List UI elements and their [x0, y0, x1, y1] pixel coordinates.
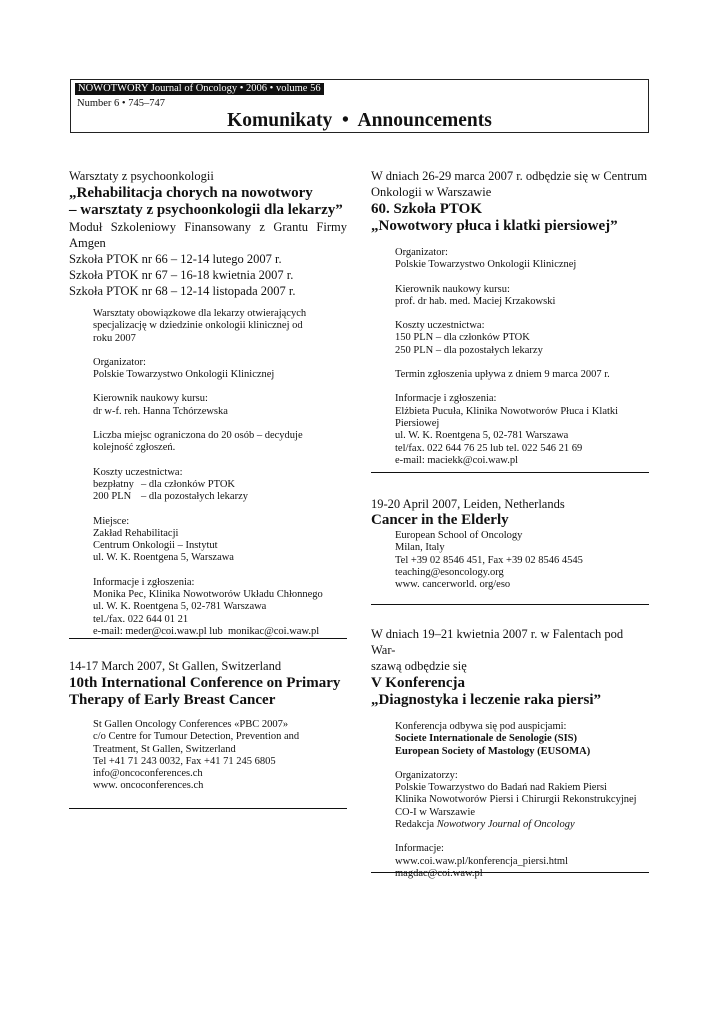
announcement-details: [93, 308, 347, 638]
detail-line: European School of Oncology: [395, 530, 523, 541]
announcement-title-line: Therapy of Early Breast Cancer: [69, 692, 276, 708]
info-line: tel./fax. 022 644 01 21: [93, 613, 189, 625]
organizer: Polskie Towarzystwo Onkologii Klinicznej: [395, 259, 577, 271]
section-divider: [69, 638, 347, 639]
info-line: magdac@coi.waw.pl: [395, 867, 483, 879]
fee-amount: 200 PLN: [93, 491, 132, 503]
section-divider: [371, 604, 649, 605]
announcement-details: [93, 719, 347, 793]
page-title: Komunikaty • Announcements: [227, 110, 492, 131]
place-line: Centrum Onkologii – Instytut: [93, 540, 218, 552]
announcement-kicker: Warsztaty z psychoonkologii: [69, 169, 214, 183]
organizer-line: [395, 819, 649, 831]
organizers-label: Organizatorzy:: [395, 769, 458, 781]
detail-line: Tel +41 71 243 0032, Fax +41 71 245 6805: [93, 755, 276, 767]
announcement-intro: W dniach 19–21 kwietnia 2007 r. w Falentach pod War-: [371, 627, 624, 657]
announcement-title-line: – warsztaty z psychoonkologii dla lekarzy”: [69, 202, 343, 218]
funding-line: Moduł Szkoleniowy Finansowany z Grantu Firmy: [69, 220, 347, 234]
school-date: Szkoła PTOK nr 66 – 12-14 lutego 2007 r.: [69, 252, 282, 266]
event-date: 19-20 April 2007, Leiden, Netherlands: [371, 497, 565, 511]
info-label: Informacje:: [395, 843, 444, 855]
announcement-title-line: „Nowotwory płuca i klatki piersiowej”: [371, 218, 618, 234]
fee-row: [93, 479, 248, 491]
editorial-prefix: Redakcja: [395, 819, 437, 831]
announcement-psychooncology: [69, 168, 347, 638]
organizer-label: Organizator:: [93, 356, 146, 368]
course-head-label: Kierownik naukowy kursu:: [93, 393, 208, 405]
fees-label: Koszty uczestnictwa:: [395, 320, 485, 332]
announcement-title: Cancer in the Elderly: [371, 512, 509, 528]
detail-line: Warsztaty obowiązkowe dla lekarzy otwierających: [93, 308, 307, 319]
announcement-title-line: „Diagnostyka i leczenie raka piersi”: [371, 692, 601, 708]
issue-number: Number 6 • 745–747: [77, 98, 165, 109]
limit-line: kolejność zgłoszeń.: [93, 442, 176, 454]
info-label: Informacje i zgłoszenia:: [93, 576, 195, 588]
announcement-details: [395, 721, 649, 880]
fee-audience: – dla pozostałych lekarzy: [141, 491, 248, 503]
journal-name: Nowotwory Journal of Oncology: [436, 819, 575, 831]
fees-table: [93, 479, 248, 504]
info-line: Elżbieta Pucuła, Klinika Nowotworów Płuca i Klatki: [395, 405, 619, 417]
info-line: e-mail: maciekk@coi.waw.pl: [395, 454, 518, 466]
course-head: dr w-f. reh. Hanna Tchórzewska: [93, 405, 228, 417]
announcement-ptok-60: [371, 168, 649, 467]
info-line: Piersiowej: [395, 417, 440, 429]
info-line: ul. W. K. Roentgena 5, 02-781 Warszawa: [93, 601, 267, 613]
info-label: Informacje i zgłoszenia:: [395, 393, 497, 405]
fee-line: 250 PLN – dla pozostałych lekarzy: [395, 344, 543, 356]
place-line: ul. W. K. Roentgena 5, Warszawa: [93, 552, 234, 564]
info-line: e-mail: meder@coi.waw.pl lub monikac@coi.waw.pl: [93, 625, 320, 637]
auspices-society: European Society of Mastology (EUSOMA): [395, 745, 591, 757]
info-line: tel/fax. 022 644 76 25 lub tel. 022 546 21 69: [395, 442, 583, 454]
organizer-line: Klinika Nowotworów Piersi i Chirurgii Rekonstrukcyjnej: [395, 794, 637, 806]
detail-line: Milan, Italy: [395, 542, 445, 554]
section-divider: [371, 472, 649, 473]
school-date: Szkoła PTOK nr 68 – 12-14 listopada 2007 r.: [69, 284, 296, 298]
announcement-cancer-elderly: [371, 496, 649, 591]
announcement-details: [395, 530, 649, 591]
fee-line: 150 PLN – dla członków PTOK: [395, 332, 530, 344]
journal-header: [70, 79, 649, 133]
announcement-title-line: 10th International Conference on Primary: [69, 675, 341, 691]
organizer-line: CO-I w Warszawie: [395, 806, 476, 818]
organizer-line: Polskie Towarzystwo do Badań nad Rakiem Piersi: [395, 782, 607, 794]
announcement-title-line: V Konferencja: [371, 675, 466, 691]
course-head-label: Kierownik naukowy kursu:: [395, 283, 510, 295]
place-line: Zakład Rehabilitacji: [93, 527, 179, 539]
announcement-details: [395, 247, 649, 467]
fees-label: Koszty uczestnictwa:: [93, 466, 183, 478]
deadline: Termin zgłoszenia upływa z dniem 9 marca 2007 r.: [395, 369, 610, 381]
school-date: Szkoła PTOK nr 67 – 16-18 kwietnia 2007 r.: [69, 268, 294, 282]
event-date: 14-17 March 2007, St Gallen, Switzerland: [69, 659, 282, 673]
info-line: Monika Pec, Klinika Nowotworów Układu Chłonnego: [93, 589, 323, 601]
course-head: prof. dr hab. med. Maciej Krzakowski: [395, 295, 556, 307]
announcement-intro: Onkologii w Warszawie: [371, 185, 492, 199]
auspices-label: Konferencja odbywa się pod auspicjami:: [395, 721, 567, 732]
fee-amount: bezpłatny: [93, 478, 134, 490]
detail-line: roku 2007: [93, 332, 136, 344]
detail-line: teaching@esoncology.org: [395, 566, 504, 578]
detail-line: Tel +39 02 8546 451, Fax +39 02 8546 4545: [395, 554, 583, 566]
announcement-title-line: 60. Szkoła PTOK: [371, 201, 482, 217]
detail-line: c/o Centre for Tumour Detection, Prevention and: [93, 731, 300, 743]
detail-line: www. oncoconferences.ch: [93, 780, 204, 792]
auspices-society: Societe Internationale de Senologie (SIS): [395, 733, 577, 745]
limit-line: Liczba miejsc ograniczona do 20 osób – decyduje: [93, 430, 303, 442]
place-label: Miejsce:: [93, 515, 130, 527]
organizer-label: Organizator:: [395, 247, 448, 258]
detail-line: info@oncoconferences.ch: [93, 768, 203, 780]
section-divider: [69, 808, 347, 809]
announcement-title-line: „Rehabilitacja chorych na nowotwory: [69, 185, 313, 201]
detail-line: St Gallen Oncology Conferences «PBC 2007»: [93, 719, 289, 730]
info-line: ul. W. K. Roentgena 5, 02-781 Warszawa: [395, 430, 569, 442]
organizer: Polskie Towarzystwo Onkologii Klinicznej: [93, 369, 275, 381]
section-divider: [371, 872, 649, 873]
funding-line: Amgen: [69, 236, 106, 250]
detail-line: www. cancerworld. org/eso: [395, 579, 511, 591]
fee-audience: – dla członków PTOK: [141, 478, 236, 490]
announcement-intro: szawą odbędzie się: [371, 659, 467, 673]
announcement-st-gallen: [69, 658, 347, 793]
info-line: www.coi.waw.pl/konferencja_piersi.html: [395, 855, 569, 867]
detail-line: Treatment, St Gallen, Switzerland: [93, 743, 236, 755]
detail-line: specjalizację w dziedzinie onkologii klinicznej od: [93, 320, 303, 332]
announcement-breast-conference: [371, 626, 649, 880]
fee-row: [93, 491, 248, 503]
journal-banner: NOWOTWORY Journal of Oncology • 2006 • volume 56: [75, 83, 324, 95]
announcement-intro: W dniach 26-29 marca 2007 r. odbędzie się w Centrum: [371, 169, 648, 183]
